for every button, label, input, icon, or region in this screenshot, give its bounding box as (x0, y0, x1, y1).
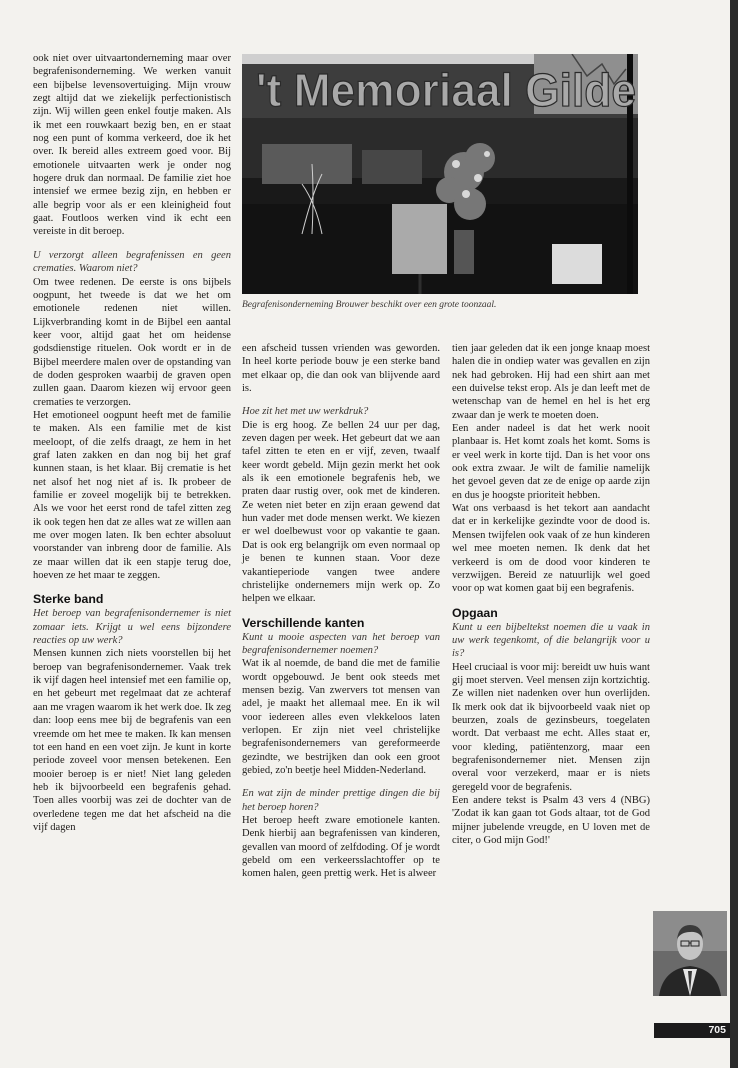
section-heading: Opgaan (452, 605, 498, 620)
section-heading: Verschillende kanten (242, 615, 365, 630)
paragraph: Het beroep heeft zware emotionele kanten. Denk hierbij aan begrafenissen van kinderen, gevallen van moord of zelfdoding. Of je wordt gebeld om een verkeersslachtoffer op te komen halen, geen prettig werk. Het is alweer (242, 815, 440, 880)
photo-caption: Begrafenisonderneming Brouwer beschikt over een grote toonzaal. (242, 300, 497, 310)
paragraph: een afscheid tussen vrienden was geworden. In heel korte periode bouw je een sterke band met elkaar op, die dan ook van blijvende aard is. (242, 343, 440, 395)
page-edge (730, 0, 738, 1068)
paragraph: Die is erg hoog. Ze bellen 24 uur per dag, zeven dagen per week. Het gebeurt dat we aan tafel zitten te eten en er vijf, zeven, twaalf keer wordt gebeld. Mijn gezin merkt het ook als ik een emotionele begrafenis heb, we praten daar rustig over, ook met de kinderen. Ze weten niet beter en zijn eraan gewend dat hun vader met dode mensen werkt. We kiezen er wel doelbewust voor op vakantie te gaan. Dat is ook erg belangrijk om even normaal op je benen te kunnen staan. Voor deze vakantieperiode vangen twee andere christelijke ondernemers mijn werk op. Zo helpen we elkaar. (242, 419, 440, 605)
sign-lettering: 't Memoriaal Gilde (256, 64, 636, 116)
page-number-bar (654, 1023, 730, 1038)
paragraph: Een andere tekst is Psalm 43 vers 4 (NBG) 'Zodat ik kan gaan tot Gods altaar, tot de God mijner jubelende vreugde, en U loven met de citer, o God mijn God!' (452, 795, 650, 847)
interview-question: Kunt u mooie aspecten van het beroep van begrafenisondernemer noemen? (242, 631, 440, 656)
paragraph: Om twee redenen. De eerste is ons bijbels oogpunt, het tweede is dat we het om emotionele redenen niet willen. Lijkverbranding komt in de Bijbel een aantal keer voor, altijd gaat het om heidense godsdienstige rituelen. Ook wordt er in de Bijbel meerdere malen over de opstanding van de doden gesproken waarbij de graven open zullen gaan. Daarom kiezen wij ervoor geen crematies te verzorgen. (33, 276, 231, 408)
page-number: 705 (708, 1024, 726, 1036)
paragraph: Mensen kunnen zich niets voorstellen bij het beroep van begrafenisondernemer. Vaak trek ik vijf dagen heel intensief met een familie op, en het gebeurt met regelmaat dat ze achteraf aan me vragen waarom ik het werk doe. Ik zeg dan: loop eens mee bij de begrafenis van een vreemde om het mee te maken. Ik kan mensen tot een hand en een voet zijn. Je kunt in korte periode zoveel voor mensen betekenen. Een mooier beroep is er niet! Niet lang geleden heb ik bijvoorbeeld een begrafenis gehad. Toen alles voorbij was zei de dochter van de overledene tegen me dat het afscheid na die vijf dagen (33, 648, 231, 833)
paragraph: Het emotioneel oogpunt heeft met de familie te maken. Als een familie met de kist meeloopt, of die zelfs draagt, ze hem in het graf laten zakken en dan nog bij het graf kunnen staan, is het klaar. Bij crematie is het net alsof het nog niet af is. Ik probeer de familie er zoveel mogelijk bij te betrekken. Als we voor het eerst rond de tafel zitten zeg ik ook tegen hen dat ze alles wat ze willen aan me over mogen laten. Ik ben echter absoluut voorstander van inbreng door de familie. Als ze maar willen dat ik een stapje terug doe, hoeven ze het maar te zeggen. (33, 409, 231, 582)
column-3 (452, 342, 650, 847)
interview-question: U verzorgt alleen begrafenissen en geen crematies. Waarom niet? (33, 249, 231, 275)
paragraph: tien jaar geleden dat ik een jonge knaap moest halen die in ondiep water was gevallen en zijn nek had gebroken. Hij had een shirt aan met een duivelse tekst erop. Als je dan leeft met de wetenschap van de hemel en hel is het erg zwaar dan je werk te moeten doen. (452, 343, 650, 421)
paragraph: Een ander nadeel is dat het werk nooit planbaar is. Het komt zoals het komt. Soms is er veel werk in korte tijd. Dan is het voor ons ook extra zwaar. Je wilt de familie namelijk het gevoel geven dat ze de enige op aarde zijn en dus je hoogste prioriteit hebben. (452, 423, 650, 501)
paragraph: Heel cruciaal is voor mij: bereidt uw huis want gij moet sterven. Veel mensen zijn kortzichtig. Ze willen niet nadenken over hun overlijden. Ik merk ook dat ik bijvoorbeeld vaak niet op beurzen, zoals de gezinsbeurs, toegelaten wordt. Dat verbaast me echt. Alles staat er, voor kleding, patiëntenzorg, maar een begrafenisondernemer niet. Mensen zijn overal voor verzekerd, maar er is niets geregeld voor de begrafenis. (452, 661, 650, 793)
portrait-photo (653, 911, 727, 996)
interview-question: En wat zijn de minder prettige dingen die bij het beroep horen? (242, 788, 440, 813)
interview-question: Hoe zit het met uw werkdruk? (242, 406, 369, 418)
interview-question: Het beroep van begrafenisondernemer is niet zomaar iets. Krijgt u wel eens bijzondere reacties op uw werk? (33, 608, 231, 647)
column-2 (242, 342, 440, 881)
paragraph: Wat ik al noemde, de band die met de familie wordt opgebouwd. Je bent ook steeds met mensen bezig. Van zwervers tot mensen van adel, je maakt het allemaal mee. En ik wil voor iedereen alles even vlekkeloos laten verlopen. Er zijn niet veel christelijke begrafenisondernemers van gereformeerde gezindte, we bestrijken dan ook een groot gebied, zo'n beetje heel Midden-Nederland. (242, 658, 440, 776)
column-1 (33, 52, 231, 834)
paragraph: Wat ons verbaasd is het tekort aan aandacht dat er in kerkelijke gezindte voor de dood is. Mensen twijfelen ook vaak of ze hun kinderen wel mee moeten nemen. Ik denk dat het verkeerd is om de dood voor kinderen te verzwijgen. Bereid ze natuurlijk wel goed voor op wat komen gaat bij een begrafenis. (452, 503, 650, 595)
paragraph: ook niet over uitvaartonderneming maar over begrafenisonderneming. We werken vanuit een bijbelse levensovertuiging. Mijn vrouw zegt altijd dat we ziekelijk perfectionistisch zijn. Wij willen geen enkel foutje maken. Als ik met een rouwkaart bezig ben, en er staat nog een punt of komma verkeerd, doe ik het over. Ik bereid alles extreem goed voor. Bij emotionele uitvaarten werk je onder nog hogere druk dan normaal. De familie ziet hoe intensief we ermee bezig zijn, en hebben er alle begrip voor als er een kleinigheid fout gaat. Foutloos werken vind ik echt een vereiste in dit beroep. (33, 53, 231, 238)
section-heading: Sterke band (33, 592, 104, 607)
interview-question: Kunt u een bijbeltekst noemen die u vaak in uw werk tegenkomt, of die belangrijk voor u is? (452, 621, 650, 660)
storefront-photo (242, 54, 638, 294)
